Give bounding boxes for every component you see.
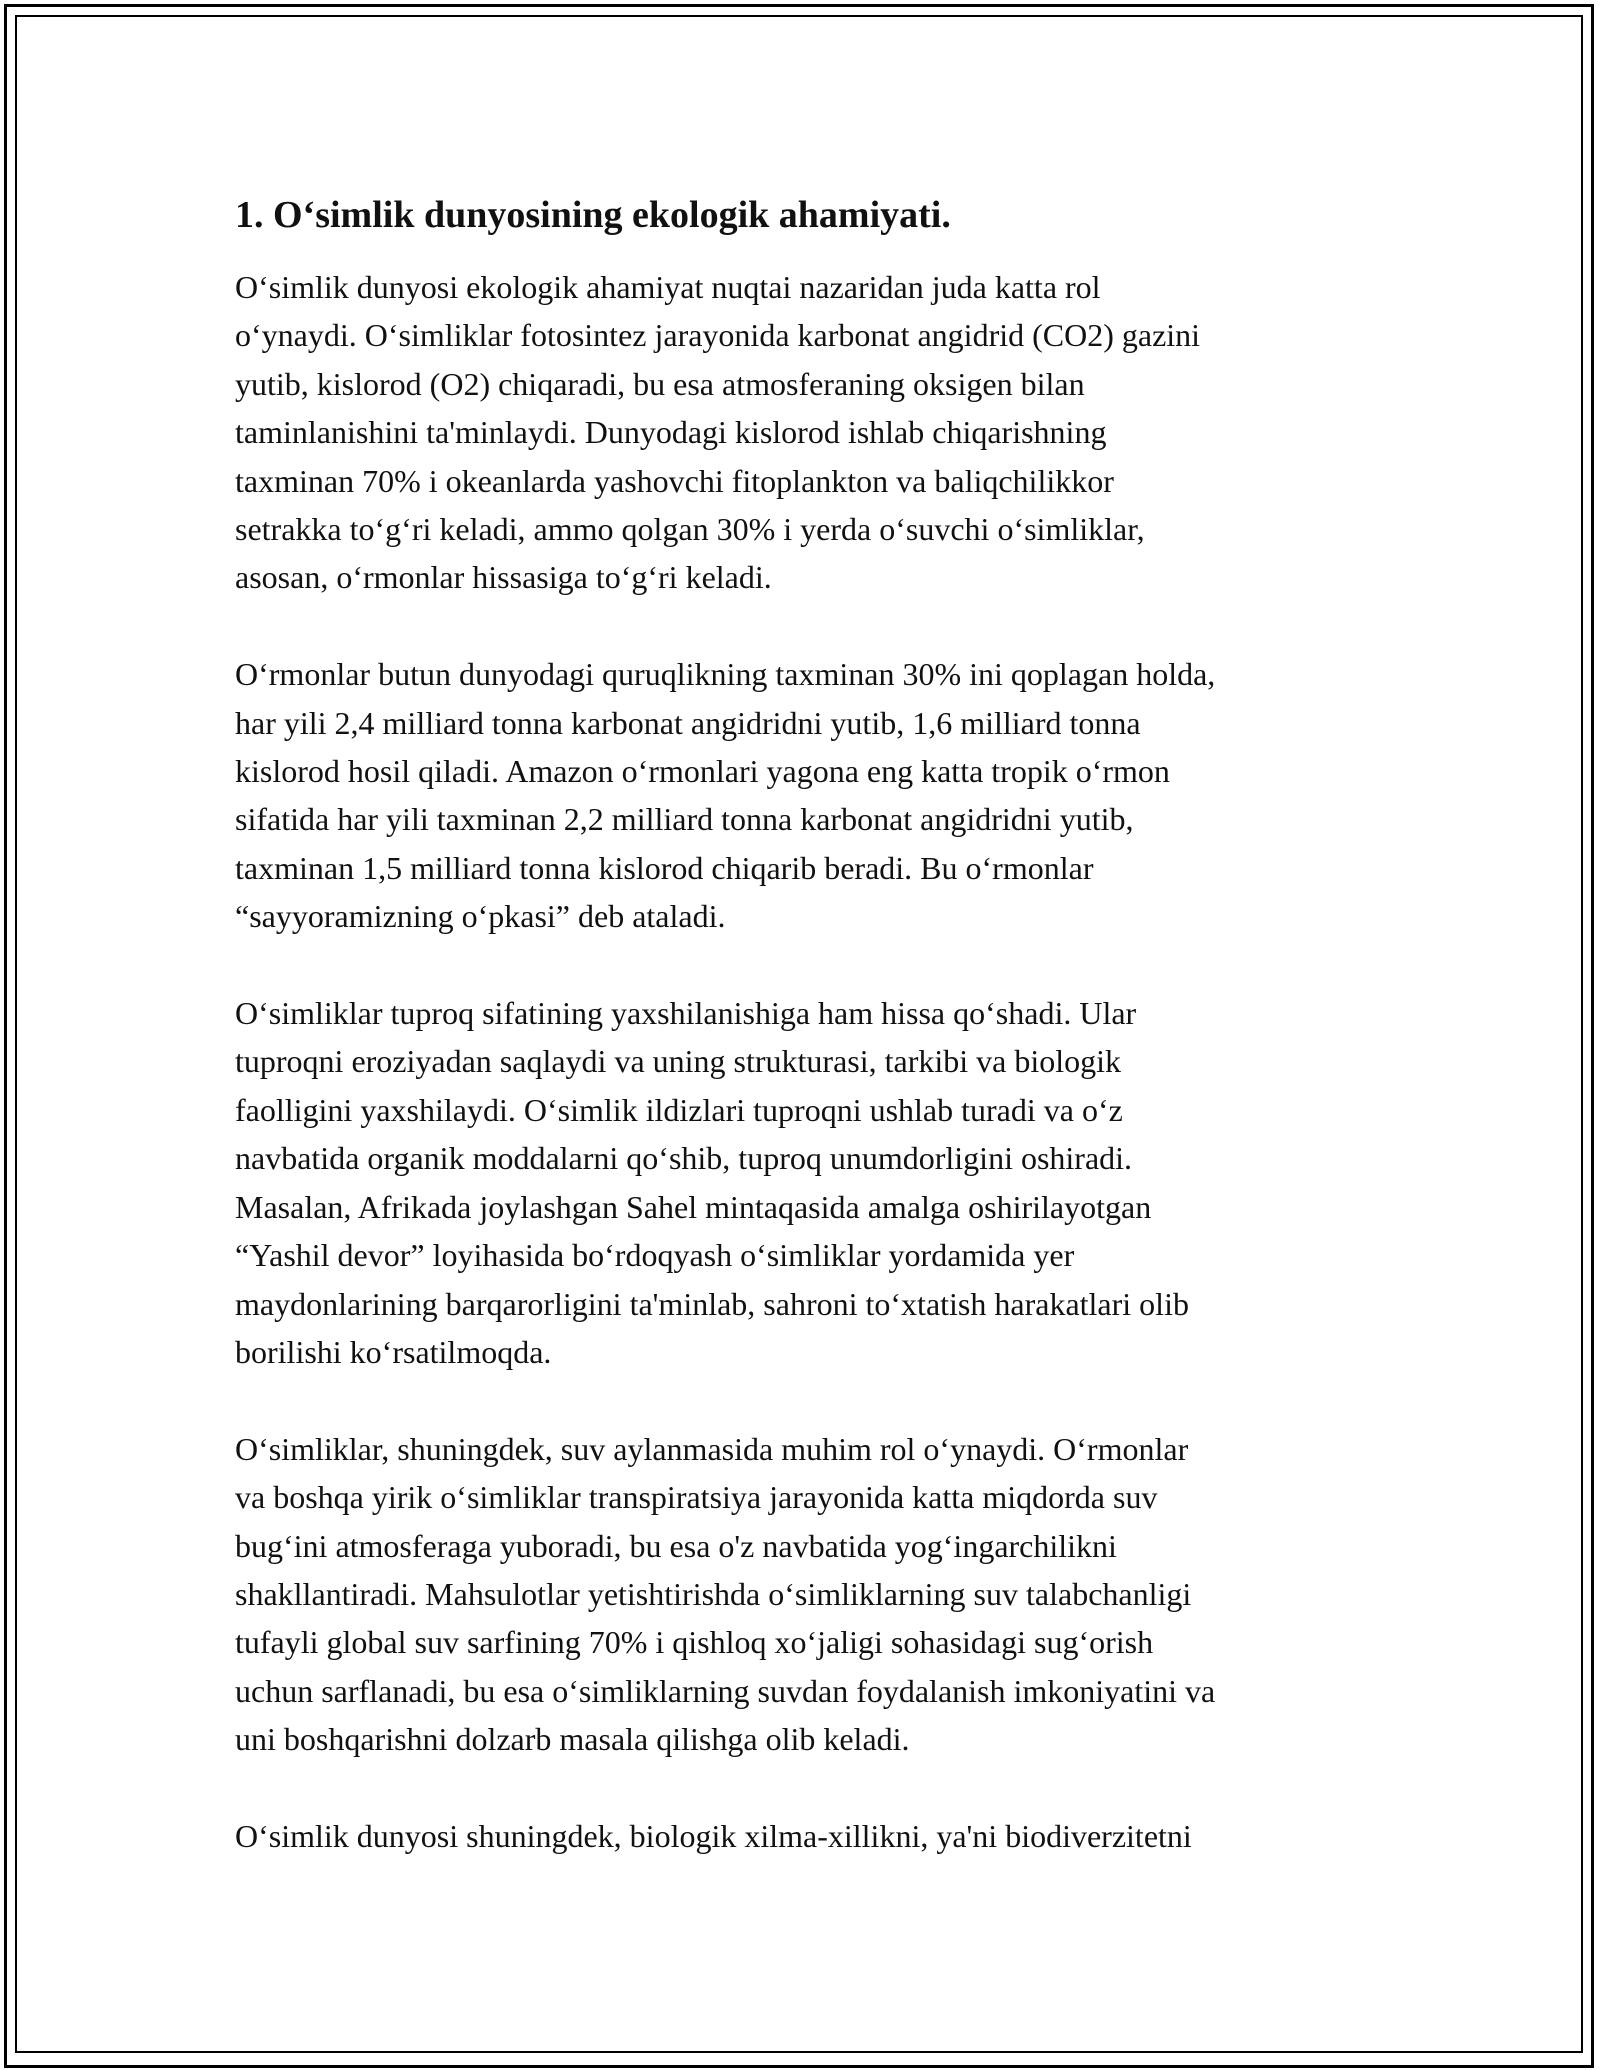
text-line: o‘ynaydi. O‘simliklar fotosintez jarayonida karbonat angidrid (CO2) gazini <box>235 317 1201 354</box>
text-line: O‘simlik dunyosi shuningdek, biologik xilma-xillikni, ya'ni biodiverzitetni <box>235 1817 1192 1854</box>
text-line: O‘rmonlar butun dunyodagi quruqlikning taxminan 30% ini qoplagan holda, <box>235 656 1216 693</box>
text-line: O‘simliklar, shuningdek, suv aylanmasida muhim rol o‘ynaydi. O‘rmonlar <box>235 1430 1189 1467</box>
text-line: yutib, kislorod (O2) chiqaradi, bu esa atmosferaning oksigen bilan <box>235 365 1085 402</box>
text-line: taxminan 1,5 milliard tonna kislorod chiqarib beradi. Bu o‘rmonlar <box>235 849 1094 886</box>
paragraph-4 <box>235 1425 1415 1764</box>
paragraph-1 <box>235 263 1415 602</box>
document-body <box>235 187 1415 1909</box>
text-line: taminlanishini ta'minlaydi. Dunyodagi kislorod ishlab chiqarishning <box>235 414 1107 451</box>
text-line: va boshqa yirik o‘simliklar transpiratsiya jarayonida katta miqdorda suv <box>235 1479 1158 1516</box>
text-line: uchun sarflanadi, bu esa o‘simliklarning suvdan foydalanish imkoniyatini va <box>235 1672 1216 1709</box>
text-line: “Yashil devor” loyihasida bo‘rdoqyash o‘simliklar yordamida yer <box>235 1237 1075 1274</box>
text-line: asosan, o‘rmonlar hissasiga to‘g‘ri keladi. <box>235 559 772 596</box>
text-line: maydonlarining barqarorligini ta'minlab, sahroni to‘xtatish harakatlari olib <box>235 1285 1189 1322</box>
text-line: bug‘ini atmosferaga yuboradi, bu esa o'z navbatida yog‘ingarchilikni <box>235 1527 1117 1564</box>
paragraph-2 <box>235 650 1415 940</box>
text-line: faolligini yaxshilaydi. O‘simlik ildizlari tuproqni ushlab turadi va o‘z <box>235 1091 1123 1128</box>
text-line: uni boshqarishni dolzarb masala qilishga olib keladi. <box>235 1721 910 1758</box>
text-line: navbatida organik moddalarni qo‘shib, tuproq unumdorligini oshiradi. <box>235 1140 1133 1177</box>
text-line: Masalan, Afrikada joylashgan Sahel mintaqasida amalga oshirilayotgan <box>235 1188 1152 1225</box>
text-line: har yili 2,4 milliard tonna karbonat angidridni yutib, 1,6 milliard tonna <box>235 704 1141 741</box>
text-line: tufayli global suv sarfining 70% i qishloq xo‘jaligi sohasidagi sug‘orish <box>235 1624 1154 1661</box>
text-line: tuproqni eroziyadan saqlaydi va uning strukturasi, tarkibi va biologik <box>235 1043 1122 1080</box>
section-heading: 1. O‘simlik dunyosining ekologik ahamiyati. <box>235 194 951 236</box>
text-line: sifatida har yili taxminan 2,2 milliard tonna karbonat angidridni yutib, <box>235 801 1134 838</box>
text-line: O‘simliklar tuproq sifatining yaxshilanishiga ham hissa qo‘shadi. Ular <box>235 995 1137 1032</box>
text-line: “sayyoramizning o‘pkasi” deb ataladi. <box>235 898 726 935</box>
text-line: shakllantiradi. Mahsulotlar yetishtirishda o‘simliklarning suv talabchanligi <box>235 1575 1192 1612</box>
paragraph-5 <box>235 1812 1415 1860</box>
text-line: O‘simlik dunyosi ekologik ahamiyat nuqtai nazaridan juda katta rol <box>235 269 1101 305</box>
text-line: kislorod hosil qiladi. Amazon o‘rmonlari yagona eng katta tropik o‘rmon <box>235 753 1170 790</box>
text-line: borilishi ko‘rsatilmoqda. <box>235 1333 552 1370</box>
paragraph-3 <box>235 989 1415 1376</box>
text-line: taxminan 70% i okeanlarda yashovchi fitoplankton va baliqchilikkor <box>235 462 1114 499</box>
text-line: setrakka to‘g‘ri keladi, ammo qolgan 30% i yerda o‘suvchi o‘simliklar, <box>235 511 1145 548</box>
